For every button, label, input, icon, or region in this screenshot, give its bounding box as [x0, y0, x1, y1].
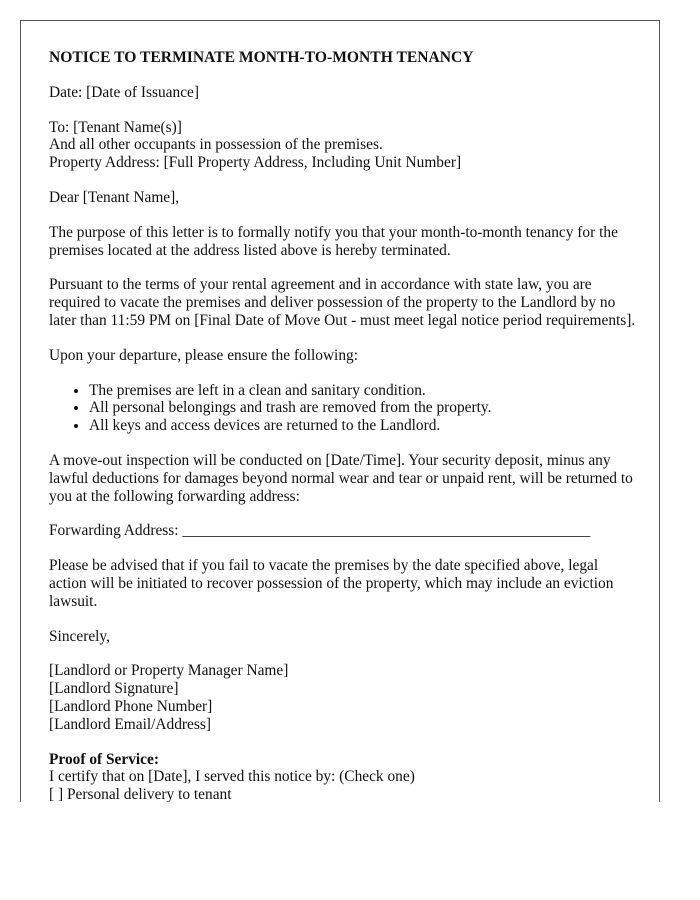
closing: Sincerely,	[49, 627, 110, 645]
checklist-item: • All personal belongings and trash are removed from the property.	[89, 399, 639, 417]
legal-action-paragraph: Please be advised that if you fail to vacate the premises by the date specified above, legal action will be initiated to recover possession of the property, which may include an eviction lawsuit.	[49, 557, 614, 610]
date-line: Date: [Date of Issuance]	[49, 83, 199, 101]
salutation: Dear [Tenant Name],	[49, 188, 180, 206]
signature-block	[49, 662, 639, 733]
inspection-paragraph: A move-out inspection will be conducted on [Date/Time]. Your security deposit, minus any lawful deductions for damages beyond normal wear and tear or unpaid rent, will be returned to you at the following forwarding address:	[49, 451, 633, 505]
checklist-item: • The premises are left in a clean and sanitary condition.	[89, 382, 639, 400]
departure-intro: Upon your departure, please ensure the following:	[49, 346, 358, 364]
to-line: To: [Tenant Name(s)]	[49, 118, 182, 136]
checklist	[49, 382, 639, 435]
pursuant-paragraph: Pursuant to the terms of your rental agreement and in accordance with state law, you are required to vacate the premises and deliver possession of the property to the Landlord by no later than 11:59 PM on [Final Date of Move Out - must meet legal notice period requirements].	[49, 276, 636, 329]
document-title: NOTICE TO TERMINATE MONTH-TO-MONTH TENANCY	[49, 49, 474, 66]
checklist-item: • All keys and access devices are returned to the Landlord.	[89, 417, 639, 435]
purpose-paragraph: The purpose of this letter is to formally notify you that your month-to-month tenancy for the premises located at the address listed above is hereby terminated.	[49, 223, 618, 259]
landlord-name: [Landlord or Property Manager Name]	[49, 662, 289, 680]
recipient-block	[49, 119, 639, 172]
property-address-line: Property Address: [Full Property Address, Including Unit Number]	[49, 154, 462, 172]
service-option: [ ] Personal delivery to tenant	[49, 786, 232, 802]
forwarding-address-line: Forwarding Address: _____________________________________________________	[49, 522, 591, 540]
proof-of-service-heading: Proof of Service:	[49, 750, 159, 768]
landlord-signature: [Landlord Signature]	[49, 680, 179, 698]
certify-line: I certify that on [Date], I served this notice by: (Check one)	[49, 768, 415, 786]
document-body	[49, 21, 639, 802]
landlord-email: [Landlord Email/Address]	[49, 715, 211, 733]
occupants-line: And all other occupants in possession of the premises.	[49, 136, 383, 154]
landlord-phone: [Landlord Phone Number]	[49, 697, 213, 715]
proof-of-service	[49, 751, 639, 802]
document-page	[20, 20, 660, 802]
